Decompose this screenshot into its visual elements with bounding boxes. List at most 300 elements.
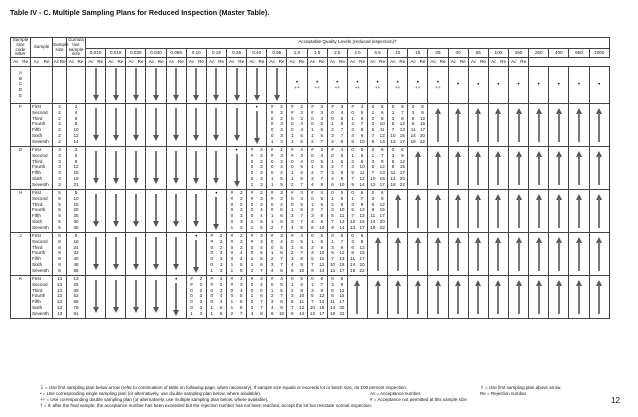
ac-re-pair: 1 6: [291, 281, 303, 287]
aql-cell: [186, 67, 206, 104]
ac-re-pair: # 4: [311, 189, 324, 195]
stage-cumulative-value: 13: [73, 275, 79, 281]
arrow-up-icon: [455, 237, 461, 271]
ac-re-pair: # 2: [291, 103, 303, 109]
ac-label: Ac: [249, 58, 255, 64]
ac-re-pair: 6 10: [270, 310, 285, 316]
aql-cell: [408, 104, 428, 147]
double-plan-mark: ++: [334, 84, 340, 90]
stage-names-value: Fourth: [32, 164, 46, 170]
ac-re-pair: 0 6: [331, 275, 344, 281]
arrow-down-icon: [93, 68, 99, 102]
arrow-up-icon: [596, 108, 602, 142]
ac-label: Ac: [209, 58, 215, 64]
aql-cell: [287, 233, 307, 276]
aql-cell: [468, 67, 488, 104]
aql-cell: [529, 276, 549, 319]
stage-sizes-value: 2: [58, 109, 61, 115]
aql-level-3: 0.040: [146, 48, 166, 58]
ac-re-pair: 3 7: [331, 132, 344, 138]
re-label: Re: [419, 58, 426, 64]
aql-cell: [287, 190, 307, 233]
aql-cell: [226, 104, 246, 147]
table-body: [11, 67, 610, 319]
ac-re-pair: 2 8: [331, 201, 344, 207]
ac-re-pair: 18 22: [350, 267, 365, 273]
ac-re-pair: 3 8: [331, 170, 344, 176]
ac-re-header: [126, 58, 146, 67]
stage-names: [31, 104, 53, 147]
ac-re-pair: 8 15: [391, 164, 405, 170]
ac-re-pair: 2 7: [250, 299, 263, 305]
stage-names-value: Second: [32, 152, 48, 158]
ac-re-pair: 1 6: [270, 218, 283, 224]
stage-sizes-value: 2: [58, 132, 61, 138]
arrow-up-icon: [596, 237, 602, 271]
ac-label: Ac: [370, 58, 376, 64]
aql-cell: [126, 147, 146, 190]
aql-cell: [307, 67, 327, 104]
aql-cell: [569, 190, 589, 233]
single-plan-dot: •: [477, 82, 480, 89]
re-label: Re: [439, 58, 446, 64]
stage-cumulative-value: 15: [73, 201, 79, 207]
aql-cell: [508, 104, 528, 147]
aql-cell: [549, 67, 569, 104]
ac-re-pair: 1 6: [270, 287, 283, 293]
ac-re-pair: 1 6: [230, 304, 243, 310]
arrow-down-icon: [93, 237, 99, 271]
ac-re-pair: 2 7: [250, 267, 263, 273]
stage-sizes-value: 13: [56, 275, 63, 281]
ac-re-pair: 0 6: [351, 189, 364, 195]
ac-re-pair: 3 10: [351, 164, 365, 170]
double-plan-mark: ++: [294, 84, 300, 90]
page-number: 12: [611, 396, 620, 405]
arrow-down-icon: [153, 108, 159, 142]
ac-label: Ac: [289, 58, 295, 64]
stage-cumulative-value: 35: [73, 224, 79, 230]
ac-re-pair: 6 12: [351, 244, 365, 250]
arrow-up-icon: [516, 108, 522, 142]
aql-cell: [166, 233, 186, 276]
ac-re-header: [428, 58, 448, 67]
ac-re-pair: 6 12: [411, 115, 426, 121]
stage-cumulative: [67, 233, 86, 276]
stage-cumulative-value: 18: [73, 175, 79, 181]
aql-cell: [468, 233, 488, 276]
ac-re-pair: 13 17: [309, 310, 325, 316]
ac-re-pair: 0 6: [351, 232, 364, 238]
ac-re-pair: 0 3: [210, 287, 223, 293]
arrow-up-icon: [576, 108, 582, 142]
aql-cell: [508, 147, 528, 190]
re-label: Re: [379, 58, 386, 64]
ac-re-header: [267, 58, 287, 67]
aql-cell: [388, 276, 408, 319]
aql-cell: [166, 67, 186, 104]
ac-label: Ac: [168, 58, 175, 64]
stage-names-value: Sixth: [32, 218, 43, 224]
arrow-down-icon: [234, 154, 240, 188]
ac-re-pair: 4 9: [270, 304, 283, 310]
stage-names-value: Seventh: [32, 138, 49, 144]
stage-sizes-value: 2: [58, 121, 61, 127]
ac-re-pair: 14 20: [390, 175, 405, 181]
footnote-3b: # = Acceptance not permitted at this sample size.: [370, 397, 468, 402]
re-label: Re: [298, 58, 305, 64]
ac-re-pair: 1 6: [371, 109, 384, 115]
single-plan-dot: •: [497, 82, 500, 89]
ac-re-header: [287, 58, 307, 67]
arrow-up-icon: [516, 151, 522, 185]
aql-cell: [86, 233, 106, 276]
aql-cell: [589, 67, 609, 104]
ac-re-pair: 5 11: [371, 127, 385, 133]
ac-re-pair: 7 12: [311, 261, 325, 267]
ac-re-pair: 0 5: [351, 146, 364, 152]
aql-cell: [186, 104, 206, 147]
ac-re-pair: 0 4: [250, 213, 263, 219]
code-letter: C: [18, 81, 23, 87]
stage-cumulative-value: 5: [74, 189, 78, 195]
single-plan-dot: •: [577, 82, 580, 89]
stage-sizes-value: 8: [58, 250, 61, 256]
aql-cell: [388, 104, 408, 147]
arrow-down-icon: [213, 68, 219, 102]
double-plan-mark: ++: [415, 84, 421, 90]
arrow-up-icon: [455, 194, 461, 228]
sampling-table: [10, 37, 610, 383]
stage-cumulative-value: 52: [73, 293, 79, 299]
aql-level-5: 0.10: [186, 48, 206, 58]
ac-label: Ac: [390, 58, 396, 64]
ac-re-pair: 3 10: [371, 121, 385, 127]
aql-cell: [86, 67, 106, 104]
ac-re-header: [408, 58, 428, 67]
stage-sizes-value: 2: [58, 138, 61, 144]
arrow-down-icon: [274, 68, 280, 102]
aql-cell: [589, 104, 609, 147]
ac-re-pair: 1 5: [210, 310, 223, 316]
ac-re-pair: 0 3: [190, 293, 203, 299]
aql-cell: [367, 104, 387, 147]
ac-re-pair: 4 9: [311, 218, 324, 224]
stage-cumulative-value: 2: [74, 103, 78, 109]
ac-re-pair: # 3: [230, 281, 243, 287]
ac-re-pair: 6 12: [331, 287, 345, 293]
aql-level-23: 400: [549, 48, 569, 58]
stage-names: [31, 147, 53, 190]
aql-cell: [529, 233, 549, 276]
ac-re-pair: 1 5: [250, 224, 263, 230]
ac-re-pair: 6 10: [311, 224, 325, 230]
ac-re-pair: 2 7: [311, 138, 324, 144]
aql-cell: [327, 190, 347, 233]
ac-label: Ac: [470, 58, 477, 64]
ac-re-pair: 1 5: [291, 138, 303, 144]
footnote-1: ⇩ = Use first sampling plan below arrow (refer to continuation of table on following page, when necessary). If sample size equals or exceeds lot or batch size, do 100 percent inspection.: [40, 385, 408, 390]
aql-cell: [589, 190, 609, 233]
stage-sizes: [53, 147, 67, 190]
ac-re-pair: 0 5: [230, 293, 243, 299]
ac-re-pair: 0 6: [371, 146, 384, 152]
re-label: Re: [43, 58, 50, 64]
re-label: Re: [359, 58, 366, 64]
ac-re-pair: 1 5: [210, 304, 223, 310]
arrow-down-icon: [173, 151, 179, 185]
stage-sizes: [53, 190, 67, 233]
ac-label: Ac: [450, 58, 457, 64]
ac-re-pair: # 3: [311, 109, 324, 115]
aql-cell: [508, 67, 528, 104]
ac-re-pair: # 3: [291, 109, 303, 115]
single-plan-dot: •: [295, 79, 299, 86]
stage-cumulative: [67, 104, 86, 147]
ac-re-pair: # 2: [190, 281, 203, 287]
aql-cell: [408, 147, 428, 190]
aql-cell: [186, 147, 206, 190]
ac-re-pair: # 3: [250, 195, 263, 201]
ac-re-pair: 0 3: [250, 201, 263, 207]
code-letter: D: [18, 87, 23, 93]
arrow-down-icon: [93, 108, 99, 142]
stage-names-value: Fourth: [32, 121, 46, 127]
aql-cell: [287, 67, 307, 104]
ac-label: Ac: [108, 58, 114, 64]
ac-re-pair: 1 6: [250, 261, 263, 267]
arrow-up-icon: [516, 280, 522, 314]
ac-re-pair: 18 22: [330, 310, 345, 316]
ac-re-pair: 0 3: [210, 261, 223, 267]
aql-cell: [106, 147, 126, 190]
aql-cell: [106, 104, 126, 147]
arrow-up-icon: [536, 108, 542, 142]
aql-cell: [589, 147, 609, 190]
arrow-down-icon: [113, 108, 119, 142]
stage-sizes-value: 13: [56, 293, 63, 299]
aql-cell: [529, 67, 549, 104]
ac-re-pair: 2 7: [270, 256, 283, 262]
ac-re-pair: 1 6: [311, 132, 324, 138]
ac-re-pair: # 4: [270, 275, 283, 281]
ac-re-pair: 11 17: [370, 213, 385, 219]
stage-sizes-value: 13: [56, 281, 63, 287]
arrow-up-icon: [495, 194, 501, 228]
ac-re-pair: 6 10: [351, 138, 365, 144]
ac-re-pair: 13 17: [330, 267, 345, 273]
stage-names-value: Seventh: [32, 267, 49, 273]
arrow-down-icon: [93, 280, 99, 314]
stage-sizes-value: 3: [58, 164, 61, 170]
aql-cell: [569, 104, 589, 147]
single-plan-dot: •: [336, 79, 339, 86]
ac-re-pair: 1 5: [230, 267, 243, 273]
group-letter: J: [11, 233, 31, 276]
ac-re-pair: 2 7: [331, 164, 344, 170]
aql-level-1: 0.015: [106, 48, 126, 58]
ac-re-pair: # 2: [250, 152, 263, 158]
arrow-up-icon: [475, 280, 481, 314]
stage-names-value: Third: [32, 287, 43, 293]
stage-names-value: Sixth: [32, 132, 43, 138]
ac-label: Ac: [148, 58, 154, 64]
ac-re-pair: 11 17: [330, 299, 345, 305]
arrow-up-icon: [475, 151, 481, 185]
ac-label: Ac: [188, 58, 195, 64]
stage-sizes-value: 5: [58, 213, 61, 219]
ac-re-pair: 0 3: [190, 299, 203, 305]
stage-cumulative-value: 6: [74, 115, 78, 121]
aql-cell: [226, 147, 246, 190]
aql-cell: [569, 147, 589, 190]
ac-re-pair: 6 10: [291, 267, 305, 273]
stage-cumulative-value: 8: [74, 232, 78, 238]
single-plan-dot: •: [356, 79, 359, 86]
aql-cell: [226, 276, 246, 319]
ac-re-pair: 3 7: [291, 218, 303, 224]
ac-re-pair: 1 3: [190, 310, 203, 316]
aql-cell: [327, 233, 347, 276]
ac-re-pair: 6 12: [371, 201, 385, 207]
ac-re-pair: 0 3: [230, 218, 243, 224]
stage-sizes-value: 8: [58, 261, 61, 267]
ac-re-pair: 7 12: [371, 132, 385, 138]
aql-cell: [448, 67, 468, 104]
ac-re-pair: 3 9: [371, 158, 384, 164]
arrow-down-icon: [234, 108, 240, 142]
stage-names-value: Third: [32, 244, 43, 250]
aql-cell: [367, 190, 387, 233]
ac-re-pair: 0 5: [291, 201, 303, 207]
re-label: Re: [399, 58, 406, 64]
single-plan-dot: •: [175, 277, 178, 284]
arrow-down-icon: [113, 68, 119, 102]
arrow-down-icon: [254, 111, 260, 145]
aql-cell: [549, 147, 569, 190]
ac-re-pair: 5 12: [351, 207, 365, 213]
ac-re-pair: 11 17: [390, 170, 405, 176]
aql-cell: [287, 147, 307, 190]
ac-re-pair: 18 22: [370, 224, 385, 230]
arrow-up-icon: [415, 280, 421, 314]
stage-sizes: [53, 233, 67, 276]
ac-re-pair: 1 6: [351, 152, 364, 158]
ac-re-pair: # 3: [311, 146, 324, 152]
single-plan-dot: •: [215, 191, 218, 198]
ac-re-pair: 4 8: [331, 138, 344, 144]
footnote-1b: ⇧ = Use first sampling plan above arrow.: [480, 385, 562, 390]
re-label: Re: [198, 58, 204, 64]
re-label: Re: [97, 58, 104, 64]
arrow-down-icon: [93, 194, 99, 228]
aql-cell: [186, 233, 206, 276]
single-plan-dot: •: [598, 82, 601, 89]
ac-re-pair: 13 17: [370, 181, 385, 187]
ac-re-pair: 0 3: [250, 175, 263, 181]
ac-re-pair: 3 10: [331, 207, 345, 213]
ac-re-pair: 3 8: [291, 256, 303, 262]
ac-re-pair: 4 9: [351, 132, 364, 138]
empty-cell: [67, 67, 86, 104]
ac-re-pair: 10 15: [309, 304, 325, 310]
arrow-up-icon: [516, 237, 522, 271]
aql-cell: [267, 276, 287, 319]
aql-cell: [287, 104, 307, 147]
stage-names: [31, 276, 53, 319]
aql-cell: [247, 190, 267, 233]
re-label: Re: [157, 58, 164, 64]
stage-cumulative-value: 56: [73, 267, 79, 273]
ac-re-pair: # 2: [270, 109, 283, 115]
ac-re-pair: 7 12: [331, 218, 345, 224]
aql-cell: [448, 147, 468, 190]
ac-re-pair: 1 6: [291, 170, 303, 176]
ac-re-pair: # 3: [250, 238, 263, 244]
re-label: Re: [479, 58, 486, 64]
ac-re-pair: 1 3: [230, 224, 243, 230]
ac-re-header: [226, 58, 246, 67]
ac-re-pair: # 2: [250, 189, 263, 195]
stage-names-value: Fourth: [32, 207, 46, 213]
ac-re-pair: # 2: [250, 146, 263, 152]
ac-re-pair: 2 7: [351, 121, 364, 127]
ac-re-header: [67, 58, 86, 67]
aql-cell: [327, 104, 347, 147]
aql-cell: [126, 67, 146, 104]
ac-re-pair: 5 11: [291, 299, 305, 305]
ac-re-pair: 0 5: [331, 189, 344, 195]
stage-sizes: [53, 276, 67, 319]
stage-cumulative-value: 30: [73, 218, 79, 224]
ac-label: Ac: [88, 58, 94, 64]
aql-cell: [106, 190, 126, 233]
ac-re-pair: # 3: [250, 275, 263, 281]
ac-re-pair: 0 4: [270, 238, 283, 244]
arrow-up-icon: [395, 237, 401, 271]
aql-cell: [529, 104, 549, 147]
aql-level-6: 0.15: [206, 48, 226, 58]
ac-re-pair: 0 5: [250, 287, 263, 293]
aql-cell: [206, 147, 226, 190]
ac-re-pair: 0 4: [291, 127, 303, 133]
single-plan-dot: •: [457, 82, 460, 89]
ac-re-pair: 1 6: [311, 201, 324, 207]
arrow-up-icon: [596, 280, 602, 314]
ac-re-pair: 1 3: [210, 267, 223, 273]
aql-cell: [388, 190, 408, 233]
single-plan-dot: •: [195, 234, 198, 241]
aql-cell: [367, 147, 387, 190]
stage-sizes-value: 13: [56, 299, 63, 305]
aql-cell: [267, 233, 287, 276]
aql-cell: [408, 233, 428, 276]
aql-cell: [186, 190, 206, 233]
aql-cell: [529, 147, 549, 190]
ac-re-pair: 0 5: [371, 103, 384, 109]
aql-level-16: 15: [408, 48, 428, 58]
aql-cell: [146, 190, 166, 233]
aql-cell: [589, 233, 609, 276]
arrow-up-icon: [536, 237, 542, 271]
ac-re-pair: 1 6: [311, 164, 324, 170]
aql-cell: [247, 67, 267, 104]
stage-sizes-value: 13: [56, 310, 63, 316]
ac-re-pair: 0 2: [270, 115, 283, 121]
ac-re-header: [367, 58, 387, 67]
ac-re-pair: 7 13: [391, 127, 405, 133]
empty-cell: [53, 67, 67, 104]
